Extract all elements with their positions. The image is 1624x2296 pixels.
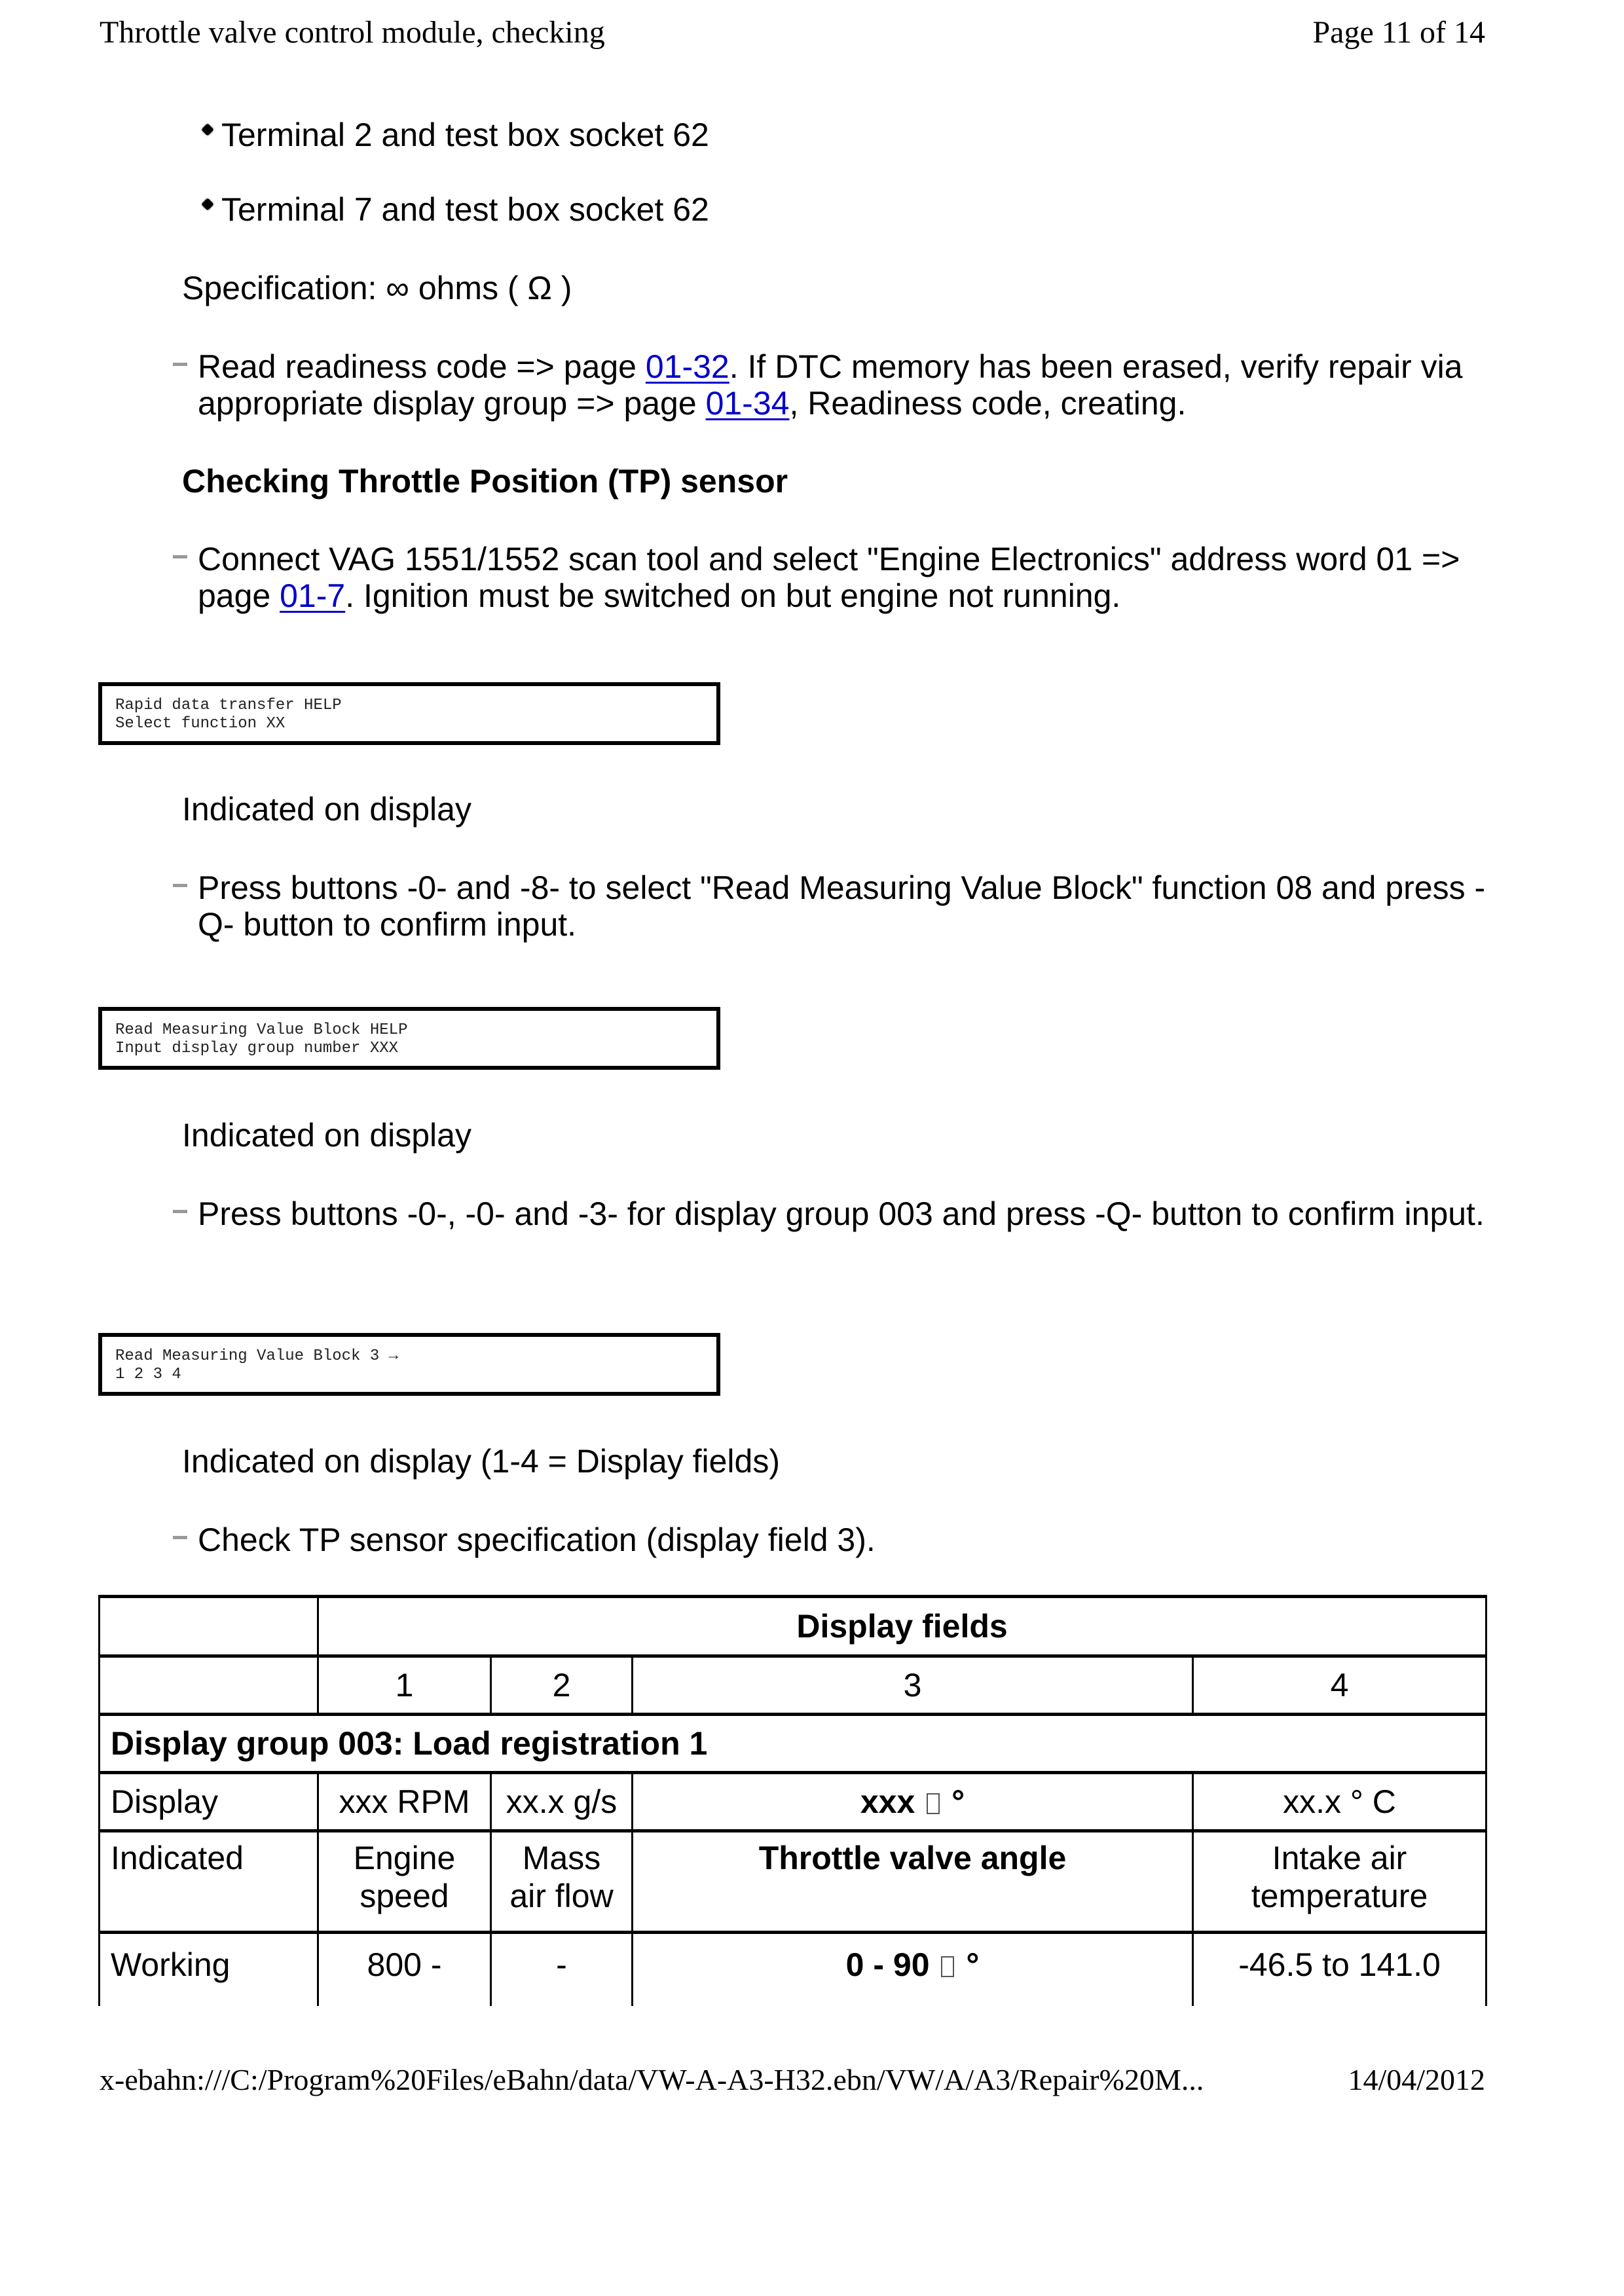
table-cell: Throttle valve angle bbox=[633, 1831, 1193, 1933]
indicated-on-display-label: Indicated on display bbox=[182, 791, 471, 828]
diamond-bullet-icon bbox=[201, 198, 214, 211]
table-cell: xx.x ° C bbox=[1193, 1773, 1486, 1831]
table-cell: Intake air temperature bbox=[1193, 1831, 1486, 1933]
specification-text: Specification: ∞ ohms ( Ω ) bbox=[182, 270, 572, 306]
page-link-01-32[interactable]: 01-32 bbox=[645, 348, 729, 385]
table-cell: - bbox=[491, 1933, 633, 2007]
display-line-2: Select function XX bbox=[115, 715, 286, 733]
group-title-row bbox=[100, 1715, 1486, 1773]
row-label: Display bbox=[100, 1773, 318, 1831]
display-line-2: Input display group number XXX bbox=[115, 1040, 399, 1057]
table-cell: xx.x g/s bbox=[491, 1773, 633, 1831]
missing-glyph-box-icon bbox=[941, 1956, 954, 1977]
footer-path: x-ebahn:///C:/Program%20Files/eBahn/data/VW-A-A3-H32.ebn/VW/A/A3/Repair%20M... bbox=[100, 2063, 1204, 2096]
press-step: Press buttons -0- and -8- to select "Read Measuring Value Block" function 08 and press -Q- button to confirm input. bbox=[173, 869, 1509, 943]
scan-tool-display-box bbox=[98, 1007, 720, 1070]
bullet-item bbox=[203, 117, 709, 153]
display-group-title: Display group 003: Load registration 1 bbox=[100, 1715, 1486, 1773]
page-link-01-34[interactable]: 01-34 bbox=[705, 385, 790, 422]
display-line-1: Read Measuring Value Block HELP bbox=[115, 1021, 408, 1039]
footer-date: 14/04/2012 bbox=[1348, 2063, 1485, 2096]
connect-step: Connect VAG 1551/1552 scan tool and select "Engine Electronics" address word 01 => page 01-7. Ignition must be switched on but engine not running. bbox=[173, 541, 1509, 614]
table-cell: 800 - bbox=[318, 1933, 491, 2007]
table-row bbox=[100, 1831, 1486, 1933]
document-title: Throttle valve control module, checking bbox=[100, 15, 605, 50]
dash-marker-icon bbox=[173, 1210, 187, 1213]
display-line-1: Read Measuring Value Block 3 → bbox=[115, 1347, 399, 1365]
readiness-step: Read readiness code => page 01-32. If DTC memory has been erased, verify repair via appropriate display group => page 01-34, Readiness code, creating. bbox=[173, 348, 1509, 422]
table-cell: 0 - 90 ° bbox=[633, 1933, 1193, 2007]
scan-tool-display-box bbox=[98, 1333, 720, 1396]
scan-tool-display-box bbox=[98, 682, 720, 745]
bullet-text: Terminal 2 and test box socket 62 bbox=[221, 117, 709, 153]
row-label: Indicated bbox=[100, 1831, 318, 1933]
press-step: Press buttons -0-, -0- and -3- for display group 003 and press -Q- button to confirm input. bbox=[173, 1195, 1509, 1232]
display-line-1: Rapid data transfer HELP bbox=[115, 697, 342, 714]
table-header-row bbox=[100, 1597, 1486, 1656]
page-link-01-7[interactable]: 01-7 bbox=[280, 577, 346, 614]
field-number-row bbox=[100, 1656, 1486, 1715]
dash-marker-icon bbox=[173, 884, 187, 887]
display-fields-header: Display fields bbox=[318, 1597, 1486, 1656]
table-cell: Mass air flow bbox=[491, 1831, 633, 1933]
indicated-on-display-label: Indicated on display bbox=[182, 1117, 471, 1154]
table-corner-cell bbox=[100, 1597, 318, 1656]
table-cell: xxx ° bbox=[633, 1773, 1193, 1831]
diamond-bullet-icon bbox=[201, 123, 214, 136]
dash-marker-icon bbox=[173, 1536, 187, 1539]
missing-glyph-box-icon bbox=[927, 1793, 940, 1814]
indicated-on-display-label: Indicated on display (1-4 = Display fields) bbox=[182, 1443, 780, 1480]
table-cell: Engine speed bbox=[318, 1831, 491, 1933]
dash-marker-icon bbox=[173, 363, 187, 366]
table-cell: xxx RPM bbox=[318, 1773, 491, 1831]
page-indicator: Page 11 of 14 bbox=[1312, 15, 1485, 50]
field-number: 1 bbox=[318, 1656, 491, 1715]
table-row bbox=[100, 1773, 1486, 1831]
bullet-text: Terminal 7 and test box socket 62 bbox=[221, 191, 709, 228]
field-number: 2 bbox=[491, 1656, 633, 1715]
section-heading: Checking Throttle Position (TP) sensor bbox=[182, 463, 788, 500]
dash-marker-icon bbox=[173, 555, 187, 558]
display-line-2: 1 2 3 4 bbox=[115, 1366, 181, 1383]
field-number: 3 bbox=[633, 1656, 1193, 1715]
table-cell: -46.5 to 141.0 bbox=[1193, 1933, 1486, 2007]
check-step: Check TP sensor specification (display field 3). bbox=[173, 1522, 1509, 1558]
table-row bbox=[100, 1933, 1486, 2007]
row-label: Working bbox=[100, 1933, 318, 2007]
bullet-item bbox=[203, 191, 709, 228]
field-number: 4 bbox=[1193, 1656, 1486, 1715]
display-fields-table bbox=[98, 1595, 1487, 2006]
